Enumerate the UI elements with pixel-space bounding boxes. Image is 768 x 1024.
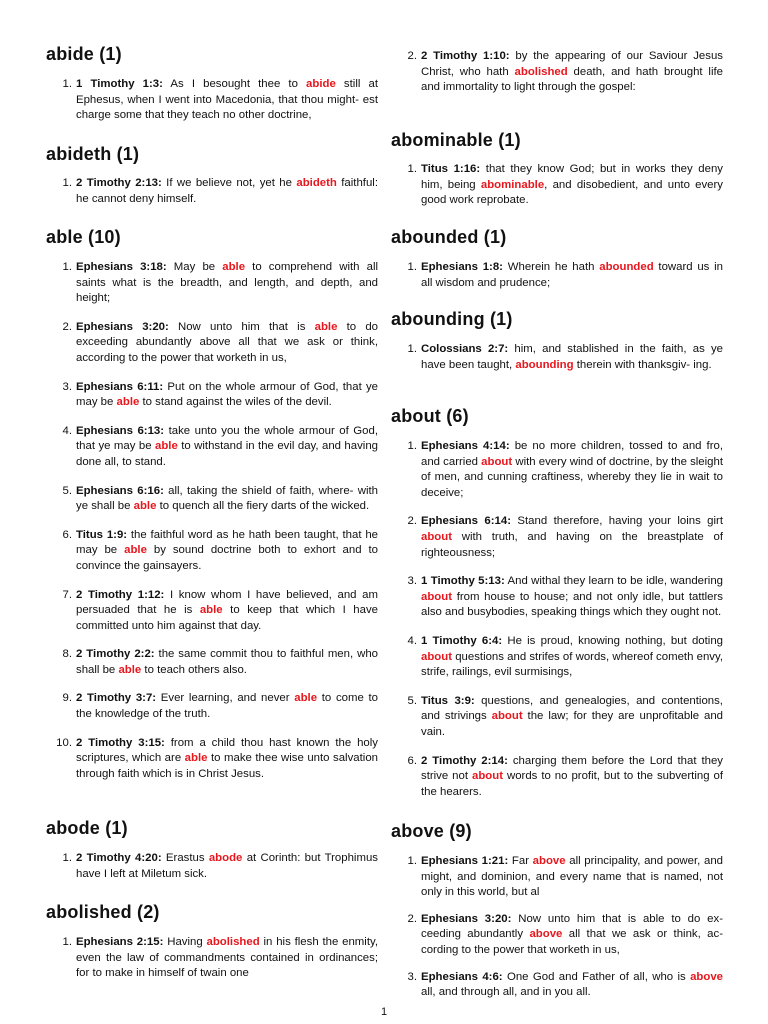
verse-text-after: to quench all the fiery darts of the wicked. bbox=[156, 500, 370, 513]
verse-reference: Ephesians 4:14: bbox=[421, 440, 510, 452]
verse-item bbox=[391, 260, 723, 291]
entry-heading: abounded (1) bbox=[391, 227, 507, 247]
verse-number: 10. bbox=[56, 736, 72, 749]
verse-reference: Ephesians 4:6: bbox=[421, 970, 503, 983]
verse-text-after: to keep that which I have committed unto him against that day. bbox=[76, 604, 378, 632]
highlighted-word: abounding bbox=[515, 358, 574, 371]
verse-text-after: by sound doctrine both to exhort and to convince the gainsayers. bbox=[76, 544, 378, 572]
highlighted-word: above bbox=[532, 855, 566, 867]
verse-text-after: questions and strifes of words, whereof cometh envy, strife, railings, evil surmisings, bbox=[421, 650, 723, 679]
verse-item bbox=[391, 694, 723, 741]
highlighted-word: about bbox=[491, 710, 523, 723]
verse-text-after: to stand against the wiles of the devil. bbox=[139, 396, 332, 409]
verse-reference: Titus 1:16: bbox=[421, 163, 481, 175]
verse-reference: 2 Timothy 2:14: bbox=[421, 754, 508, 767]
highlighted-word: about bbox=[472, 770, 504, 783]
verse-item bbox=[391, 970, 723, 1001]
verse-number: 5. bbox=[407, 694, 417, 707]
verse-text-before: him, and stablished in the faith, as ye have been taught, bbox=[421, 343, 723, 371]
verse-text-after: in his flesh the enmity, even the law of commandments contained in ordinances; for to make in himself of twain one bbox=[76, 936, 379, 980]
highlighted-word: able bbox=[314, 320, 338, 333]
verse-number: 1. bbox=[407, 440, 417, 452]
verse-text-after: to teach others also. bbox=[141, 663, 247, 676]
verse-list bbox=[46, 77, 378, 138]
verse-item bbox=[391, 49, 723, 96]
highlighted-word: able bbox=[116, 396, 140, 409]
verse-number: 1. bbox=[62, 177, 72, 189]
verse-reference: Ephesians 6:16: bbox=[76, 484, 164, 497]
verse-text-after: words to no profit, but to the subverting of the hearers. bbox=[421, 770, 723, 798]
verse-text-before: If we believe not, yet he bbox=[161, 177, 297, 189]
highlighted-word: abolished bbox=[206, 936, 260, 948]
verse-text-after: to come to the knowledge of the truth. bbox=[76, 692, 378, 721]
verse-text-before: Erastus bbox=[161, 852, 209, 864]
verse-item bbox=[46, 424, 378, 471]
verse-number: 1. bbox=[62, 78, 72, 90]
verse-reference: 2 Timothy 4:20: bbox=[76, 852, 162, 864]
verse-text-before: One God and Father of all, who is bbox=[502, 970, 691, 983]
highlighted-word: about bbox=[421, 650, 453, 663]
verse-reference: Ephesians 6:13: bbox=[76, 424, 165, 437]
verse-reference: 1 Timothy 1:3: bbox=[76, 78, 163, 90]
page-number: 1 bbox=[380, 1006, 388, 1018]
verse-number: 3. bbox=[407, 970, 417, 983]
verse-item bbox=[391, 854, 723, 901]
verse-reference: Ephesians 1:21: bbox=[421, 855, 509, 867]
verse-text-before: Put on the whole armour of God, that ye may be bbox=[76, 380, 378, 409]
verse-number: 4. bbox=[407, 634, 417, 647]
verse-text-before: that they know God; but in works they deny him, being bbox=[421, 163, 723, 191]
verse-text-before: all, taking the shield of faith, where- with ye shall be bbox=[76, 484, 378, 513]
entry-heading: abominable (1) bbox=[391, 130, 521, 150]
verse-reference: 2 Timothy 3:15: bbox=[76, 736, 165, 749]
verse-item bbox=[391, 342, 723, 373]
verse-item bbox=[46, 691, 378, 722]
verse-reference: Colossians 2:7: bbox=[421, 343, 509, 355]
verse-text-after: to comprehend with all saints what is the breadth, and length, and depth, and height; bbox=[76, 261, 378, 305]
verse-number: 2. bbox=[407, 50, 417, 62]
verse-text-before: Now unto him that is able to do ex- ceeding abundantly bbox=[421, 912, 723, 941]
verse-text-after: therein with thanksgiv- ing. bbox=[573, 358, 712, 371]
verse-list bbox=[391, 439, 723, 800]
verse-text-before: take unto you the whole armour of God, that ye may be bbox=[76, 424, 378, 453]
verse-number: 6. bbox=[62, 528, 72, 541]
entry-heading: about (6) bbox=[391, 406, 469, 426]
verse-item bbox=[391, 634, 723, 681]
verse-text-before: by the appearing of our Saviour Jesus Christ, who hath bbox=[421, 50, 723, 78]
verse-list bbox=[391, 342, 723, 387]
verse-item bbox=[391, 574, 723, 621]
verse-reference: Ephesians 3:18: bbox=[76, 261, 167, 273]
verse-number: 3. bbox=[62, 380, 72, 393]
verse-list bbox=[391, 260, 723, 305]
verse-text-after: all, and through all, and in you all. bbox=[421, 986, 591, 999]
verse-text-before: Stand therefore, having your loins girt bbox=[511, 515, 724, 528]
verse-reference: Ephesians 6:14: bbox=[421, 515, 511, 528]
highlighted-word: abolished bbox=[514, 65, 568, 78]
verse-item bbox=[46, 77, 378, 124]
verse-item bbox=[46, 260, 378, 307]
entry-heading: above (9) bbox=[391, 821, 472, 841]
highlighted-word: abide bbox=[306, 78, 336, 90]
verse-item bbox=[46, 176, 378, 207]
highlighted-word: above bbox=[529, 928, 563, 941]
verse-text-before: the faithful word as he hath been taught, that he may be bbox=[76, 528, 378, 557]
verse-number: 1. bbox=[407, 343, 417, 355]
verse-text-before: Having bbox=[163, 936, 207, 948]
entry-heading: abideth (1) bbox=[46, 144, 140, 164]
verse-reference: Ephesians 1:8: bbox=[421, 261, 503, 273]
highlighted-word: able bbox=[199, 604, 223, 617]
entry-heading: abide (1) bbox=[46, 44, 122, 64]
verse-number: 7. bbox=[62, 588, 72, 601]
verse-number: 4. bbox=[62, 424, 72, 437]
verse-text-before: He is proud, knowing nothing, but doting bbox=[502, 634, 723, 647]
verse-text-after: to make thee wise unto salvation through faith which is in Christ Jesus. bbox=[76, 752, 378, 780]
verse-text-before: I know whom I have believed, and am persuaded that he is bbox=[76, 588, 378, 617]
verse-text-before: Wherein he hath bbox=[502, 261, 600, 273]
verse-item bbox=[46, 380, 378, 411]
entry-heading: abode (1) bbox=[46, 818, 128, 838]
verse-item bbox=[46, 647, 378, 678]
highlighted-word: able bbox=[222, 261, 246, 273]
verse-reference: 2 Timothy 2:2: bbox=[76, 648, 155, 661]
verse-reference: Ephesians 3:20: bbox=[76, 320, 169, 333]
verse-list bbox=[46, 260, 378, 782]
verse-reference: Ephesians 2:15: bbox=[76, 936, 164, 948]
highlighted-word: able bbox=[133, 500, 157, 513]
verse-text-after: death, and hath brought life and immortality to light through the gospel: bbox=[421, 65, 723, 94]
verse-reference: Titus 3:9: bbox=[421, 694, 475, 707]
verse-number: 1. bbox=[62, 936, 72, 948]
verse-number: 5. bbox=[62, 484, 72, 497]
verse-text-after: to do exceeding abundantly above all that we ask or think, according to the power that worketh in us, bbox=[76, 320, 379, 364]
verse-number: 2. bbox=[407, 912, 417, 925]
verse-text-after: with every wind of doctrine, by the sleight of men, and cunning craftiness, whereby they lie in wait to deceive; bbox=[421, 455, 724, 499]
verse-text-after: , and disobedient, and unto every good work reprobate. bbox=[421, 178, 724, 207]
verse-text-before: be no more children, tossed to and fro, and carried bbox=[421, 440, 724, 468]
verse-number: 1. bbox=[62, 852, 72, 864]
highlighted-word: abounded bbox=[599, 261, 654, 273]
verse-number: 1. bbox=[407, 163, 417, 175]
verse-text-after: at Corinth: but Trophimus have I left at Miletum sick. bbox=[76, 852, 378, 880]
highlighted-word: able bbox=[124, 544, 147, 557]
verse-text-before: Ever learning, and never bbox=[156, 692, 295, 705]
verse-reference: 2 Timothy 2:13: bbox=[76, 177, 162, 189]
verse-number: 2. bbox=[407, 515, 417, 528]
verse-text-after: faithful: he cannot deny himself. bbox=[76, 177, 378, 205]
verse-item bbox=[391, 162, 723, 209]
highlighted-word: able bbox=[184, 752, 208, 765]
verse-number: 1. bbox=[407, 855, 417, 867]
verse-text-before: from a child thou hast known the holy scriptures, which are bbox=[76, 736, 378, 765]
highlighted-word: about bbox=[421, 530, 453, 543]
highlighted-word: abideth bbox=[296, 177, 337, 189]
verse-number: 6. bbox=[407, 754, 417, 767]
highlighted-word: above bbox=[690, 970, 723, 983]
verse-number: 1. bbox=[407, 261, 417, 273]
verse-text-after: with truth, and having on the breastplate of righteousness; bbox=[421, 530, 723, 559]
verse-text-before: Now unto him that is bbox=[168, 320, 315, 333]
verse-item bbox=[46, 736, 378, 783]
verse-text-before: charging them before the Lord that they strive not bbox=[421, 754, 723, 783]
highlighted-word: able bbox=[155, 440, 178, 453]
verse-number: 2. bbox=[62, 320, 72, 333]
verse-reference: 2 Timothy 1:10: bbox=[421, 50, 510, 62]
verse-text-after: to withstand in the evil day, and having done all, to stand. bbox=[76, 440, 378, 468]
verse-text-before: As I besought thee to bbox=[162, 78, 307, 90]
verse-item bbox=[391, 754, 723, 801]
verse-list bbox=[46, 935, 378, 982]
verse-item bbox=[391, 514, 723, 561]
verse-list bbox=[391, 49, 723, 110]
verse-reference: Ephesians 6:11: bbox=[76, 380, 164, 393]
highlighted-word: able bbox=[294, 692, 318, 705]
entry-heading: abounding (1) bbox=[391, 309, 513, 329]
verse-text-after: toward us in all wisdom and prudence; bbox=[421, 261, 723, 289]
verse-list bbox=[46, 176, 378, 221]
highlighted-word: abominable bbox=[480, 178, 545, 191]
verse-number: 1. bbox=[62, 261, 72, 273]
verse-item bbox=[46, 588, 378, 635]
verse-number: 3. bbox=[407, 575, 417, 588]
verse-text-after: from house to house; and not only idle, but tattlers also and busybodies, speaking things which they ought not. bbox=[421, 590, 723, 619]
highlighted-word: about bbox=[421, 590, 453, 603]
verse-text-before: Far bbox=[508, 855, 533, 867]
verse-text-before: questions, and genealogies, and contentions, and strivings bbox=[421, 694, 723, 723]
verse-reference: 1 Timothy 5:13: bbox=[421, 575, 505, 588]
verse-text-after: the law; for they are unprofitable and vain. bbox=[421, 710, 724, 738]
highlighted-word: about bbox=[481, 455, 513, 468]
verse-list bbox=[46, 851, 378, 896]
verse-text-before: the same commit thou to faithful men, who shall be bbox=[76, 648, 378, 676]
verse-list bbox=[391, 162, 723, 223]
highlighted-word: abode bbox=[208, 852, 243, 864]
verse-item bbox=[46, 484, 378, 515]
verse-text-before: May be bbox=[166, 261, 223, 273]
verse-reference: 2 Timothy 1:12: bbox=[76, 588, 165, 601]
verse-reference: Titus 1:9: bbox=[76, 528, 128, 541]
verse-text-after: all that we ask or think, ac- cording to the power that worketh in us, bbox=[421, 928, 723, 956]
verse-item bbox=[46, 320, 378, 367]
verse-text-before: And withal they learn to be idle, wandering bbox=[504, 575, 723, 588]
entry-heading: abolished (2) bbox=[46, 902, 160, 922]
highlighted-word: able bbox=[118, 663, 142, 676]
verse-text-after: still at Ephesus, when I went into Macedonia, that thou might- est charge some that they teach no other doctrine, bbox=[76, 78, 379, 122]
verse-item bbox=[46, 528, 378, 575]
verse-number: 8. bbox=[62, 648, 72, 661]
verse-item bbox=[391, 439, 723, 501]
verse-item bbox=[391, 912, 723, 959]
verse-item bbox=[46, 935, 378, 982]
verse-list bbox=[391, 854, 723, 1001]
entry-heading: able (10) bbox=[46, 227, 121, 247]
verse-text-after: all principality, and power, and might, and dominion, and every name that is named, not only in this world, but al bbox=[421, 855, 723, 899]
verse-reference: Ephesians 3:20: bbox=[421, 912, 512, 925]
verse-reference: 2 Timothy 3:7: bbox=[76, 692, 157, 705]
verse-number: 9. bbox=[62, 692, 72, 705]
verse-reference: 1 Timothy 6:4: bbox=[421, 634, 503, 647]
verse-item bbox=[46, 851, 378, 882]
